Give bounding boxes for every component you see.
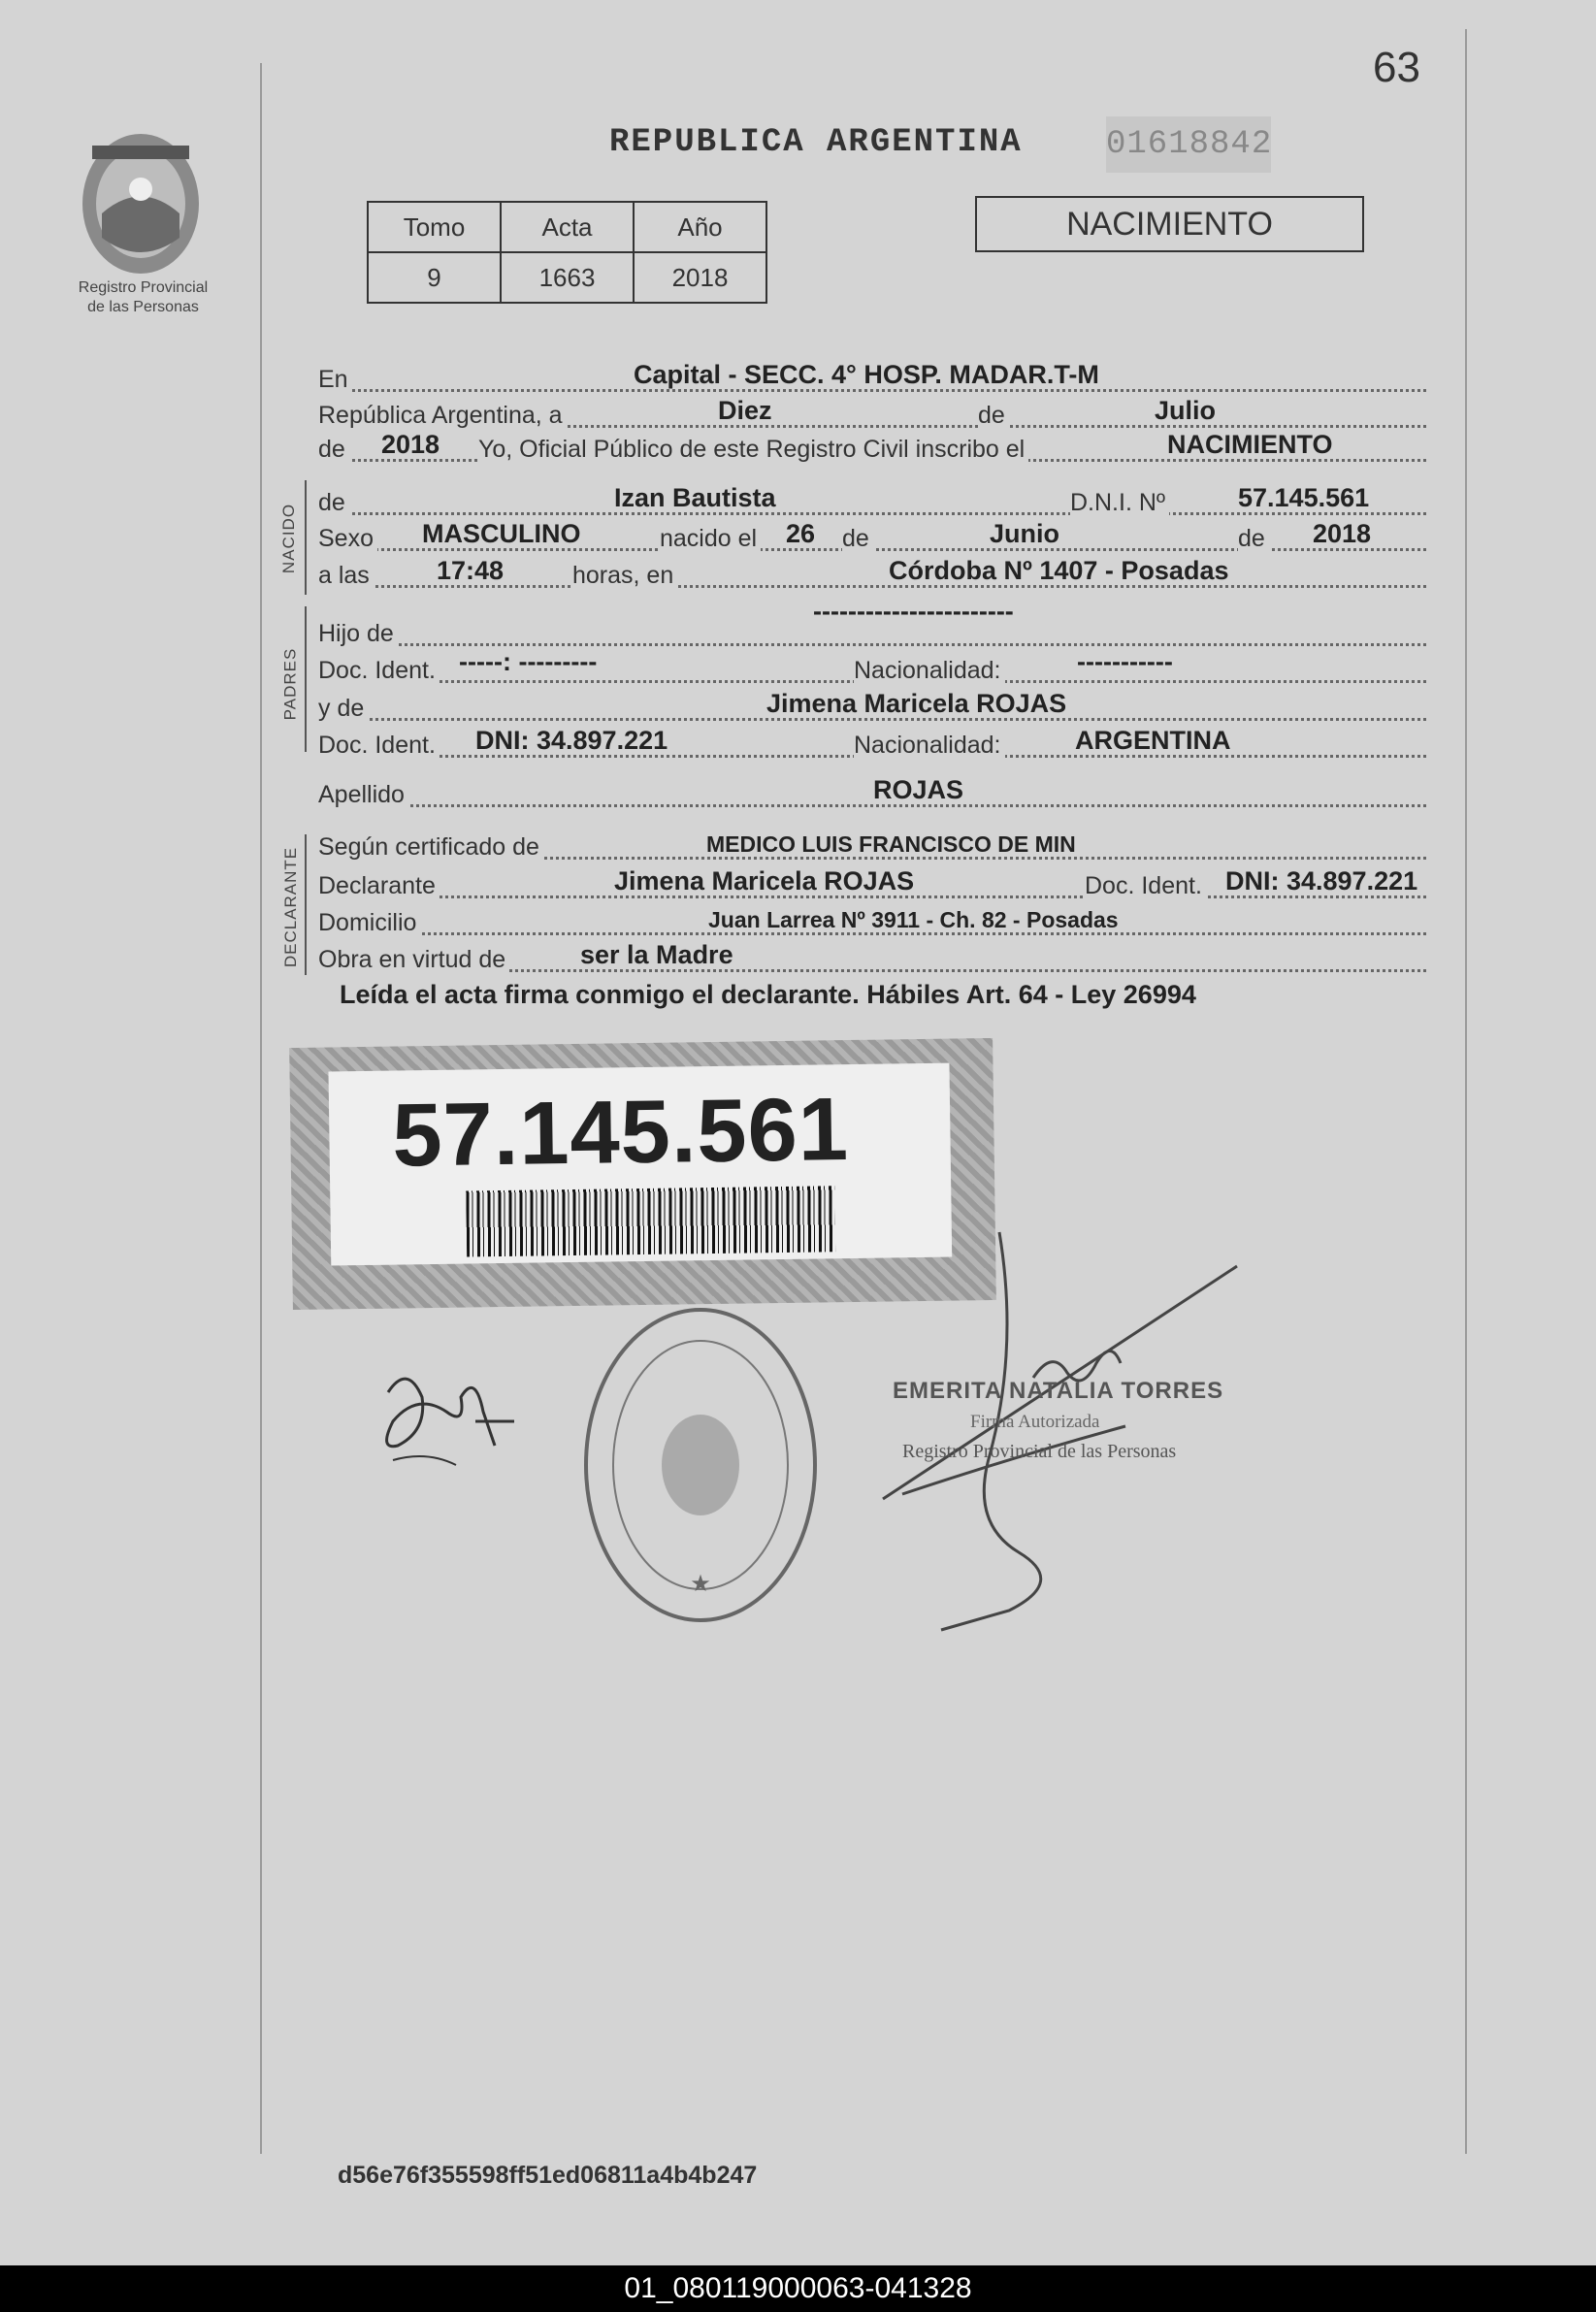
document-title: REPUBLICA ARGENTINA: [609, 124, 1023, 161]
line-apellido: [318, 772, 1426, 811]
nacido-de-label2: de: [842, 525, 873, 553]
cert-label: Según certificado de: [318, 833, 543, 862]
line-nacido-name: [318, 480, 1426, 519]
declarant-signature-icon: [369, 1353, 524, 1480]
dom-value: Juan Larrea Nº 3911 - Ch. 82 - Posadas: [708, 907, 1119, 932]
decl-label: Declarante: [318, 872, 440, 900]
registry-caption: [58, 278, 228, 317]
value-anio: 2018: [634, 252, 766, 303]
document-hash: d56e76f355598ff51ed06811a4b4b247: [338, 2162, 758, 2189]
obra-value: ser la Madre: [580, 940, 733, 969]
header-tomo: Tomo: [368, 202, 501, 252]
padres-section-label: PADRES: [280, 647, 300, 721]
declarante-section-label: DECLARANTE: [281, 846, 301, 968]
decl-value: Jimena Maricela ROJAS: [614, 866, 915, 895]
mother-dni: DNI: 34.897.221: [475, 726, 668, 755]
month-value: Julio: [1155, 396, 1217, 425]
inscribo-value: NACIMIENTO: [1167, 430, 1333, 459]
birth-year: 2018: [1313, 519, 1372, 548]
birth-day: 26: [786, 519, 816, 548]
line-certificado: [318, 825, 1426, 863]
registry-line1: Registro Provincial: [78, 279, 209, 296]
nacido-section-label: NACIDO: [279, 503, 299, 574]
father-value: -----------------------: [813, 597, 1014, 626]
record-table: [367, 201, 767, 304]
nacido-el-label: nacido el: [660, 525, 761, 553]
nacido-bracket: [305, 480, 307, 595]
en-value: Capital - SECC. 4° HOSP. MADAR.T-M: [634, 360, 1099, 389]
line-madre: [318, 686, 1426, 725]
dni-value: 57.145.561: [1238, 483, 1370, 512]
nac1-value: -----------: [1077, 647, 1173, 676]
birth-place: Córdoba Nº 1407 - Posadas: [889, 556, 1229, 585]
registry-seal-icon: [579, 1300, 822, 1630]
de-label: de: [978, 402, 1009, 430]
dni-sticker-number: 57.145.561: [391, 1080, 850, 1186]
republica-label: República Argentina, a: [318, 402, 567, 430]
signer-name: EMERITA NATALIA TORRES: [893, 1378, 1224, 1404]
svg-text:★: ★: [690, 1571, 711, 1597]
de2-label: de: [318, 436, 349, 464]
nacido-de-label3: de: [1238, 525, 1269, 553]
en-label: En: [318, 366, 352, 394]
page-number: 63: [1373, 44, 1420, 91]
line-en: [318, 357, 1426, 396]
line-oficial: [318, 427, 1426, 466]
signer-org: Registro Provincial de las Personas: [902, 1441, 1177, 1462]
file-id-footer: 01_080119000063-041328: [0, 2265, 1596, 2312]
barcode-icon: [466, 1186, 835, 1256]
mother-nationality: ARGENTINA: [1075, 726, 1231, 755]
decl-doc-label: Doc. Ident.: [1085, 872, 1206, 900]
hijo-label: Hijo de: [318, 620, 398, 648]
birth-time: 17:48: [437, 556, 505, 585]
line-hora: [318, 553, 1426, 592]
line-domicilio: [318, 900, 1426, 939]
obra-label: Obra en virtud de: [318, 946, 509, 974]
cert-value: MEDICO LUIS FRANCISCO DE MIN: [706, 831, 1076, 857]
crest-icon: [73, 121, 209, 281]
line-republica: [318, 393, 1426, 432]
child-name: Izan Bautista: [614, 483, 776, 512]
declarante-bracket: [305, 834, 307, 975]
mother-name: Jimena Maricela ROJAS: [766, 689, 1067, 718]
nacido-de-label: de: [318, 489, 349, 517]
value-acta: 1663: [501, 252, 634, 303]
right-margin-line: [1465, 29, 1467, 2154]
sexo-label: Sexo: [318, 525, 377, 553]
alas-label: a las: [318, 562, 374, 590]
line-doc2: [318, 723, 1426, 762]
horas-label: horas, en: [572, 562, 677, 590]
dni-label: D.N.I. Nº: [1070, 489, 1169, 517]
record-type: NACIMIENTO: [975, 196, 1364, 252]
dni-sticker-label: [328, 1063, 952, 1266]
header-acta: Acta: [501, 202, 634, 252]
dom-label: Domicilio: [318, 909, 420, 937]
nac1-label: Nacionalidad:: [854, 657, 1005, 685]
doc2-label: Doc. Ident.: [318, 732, 440, 760]
line-doc1: [318, 648, 1426, 687]
apellido-label: Apellido: [318, 781, 408, 809]
registry-line2: de las Personas: [87, 299, 199, 315]
line-hijo: [318, 597, 1426, 650]
value-tomo: 9: [368, 252, 501, 303]
line-sexo: [318, 516, 1426, 555]
apellido-value: ROJAS: [873, 775, 964, 804]
decl-doc-value: DNI: 34.897.221: [1225, 866, 1418, 895]
padres-bracket: [305, 606, 307, 752]
birth-month: Junio: [990, 519, 1059, 548]
nac2-label: Nacionalidad:: [854, 732, 1005, 760]
year-value: 2018: [381, 430, 440, 459]
serial-number: 01618842: [1106, 116, 1271, 173]
signer-role: Firma Autorizada: [970, 1412, 1100, 1432]
closing-statement: Leída el acta firma conmigo el declarante. Hábiles Art. 64 - Ley 26994: [340, 980, 1196, 1009]
line-declarante: [318, 863, 1426, 902]
doc1-label: Doc. Ident.: [318, 657, 440, 685]
day-value: Diez: [718, 396, 772, 425]
header-anio: Año: [634, 202, 766, 252]
yde-label: y de: [318, 695, 368, 723]
doc1-value: -----: ---------: [459, 647, 598, 676]
line-obra: [318, 937, 1426, 976]
left-margin-line: [260, 63, 262, 2154]
oficial-label: Yo, Oficial Público de este Registro Civil inscribo el: [478, 436, 1028, 464]
sexo-value: MASCULINO: [422, 519, 581, 548]
